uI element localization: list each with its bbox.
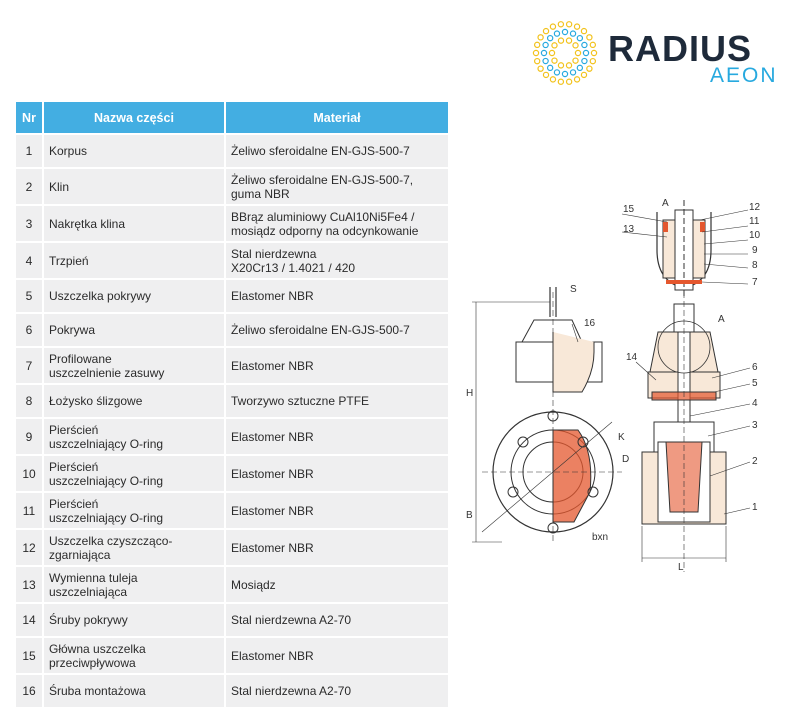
row-nr: 10 (16, 454, 44, 491)
row-material: Elastomer NBR (226, 528, 448, 565)
row-material: Żeliwo sferoidalne EN-GJS-500-7, guma NBR (226, 167, 448, 204)
callout-14: 14 (626, 352, 638, 363)
row-nr: 12 (16, 528, 44, 565)
callout-3: 3 (752, 420, 758, 431)
table-row (16, 417, 448, 454)
row-part-name: Profilowane uszczelnienie zasuwy (44, 346, 226, 383)
callout-16: 16 (584, 318, 596, 329)
callout-4: 4 (752, 398, 758, 409)
label-k: K (618, 432, 625, 443)
row-nr: 9 (16, 417, 44, 454)
table-row (16, 278, 448, 312)
parts-table (16, 102, 448, 707)
row-part-name: Główna uszczelka przeciwpływowa (44, 636, 226, 673)
table-header-row (16, 102, 448, 133)
callout-8: 8 (752, 260, 758, 271)
row-part-name: Uszczelka pokrywy (44, 278, 226, 312)
side-section-view (642, 292, 726, 572)
row-part-name: Śruby pokrywy (44, 602, 226, 636)
row-material: Elastomer NBR (226, 346, 448, 383)
row-nr: 11 (16, 491, 44, 528)
label-d: D (622, 454, 630, 465)
callout-15: 15 (623, 204, 635, 215)
row-part-name: Pierścień uszczelniający O-ring (44, 491, 226, 528)
row-material: Elastomer NBR (226, 636, 448, 673)
column-header-nr: Nr (16, 102, 44, 133)
row-material: BBrąz aluminiowy CuAl10Ni5Fe4 / mosiądz odporny na odcynkowanie (226, 204, 448, 241)
row-part-name: Śruba montażowa (44, 673, 226, 707)
label-bxn: bxn (592, 532, 609, 543)
table-row (16, 454, 448, 491)
table-row (16, 167, 448, 204)
column-header-material: Materiał (226, 102, 448, 133)
row-nr: 6 (16, 312, 44, 346)
brand-subname: AEON (710, 64, 778, 87)
table-row (16, 204, 448, 241)
row-material: Elastomer NBR (226, 454, 448, 491)
brand-name: RADIUS (608, 28, 753, 69)
callout-7: 7 (752, 277, 758, 288)
label-h: H (466, 388, 474, 399)
row-material: Stal nierdzewna A2-70 (226, 602, 448, 636)
callout-1: 1 (752, 502, 758, 513)
table-row (16, 636, 448, 673)
table-row (16, 133, 448, 167)
front-elevation-view (472, 287, 622, 542)
table-row (16, 383, 448, 417)
row-part-name: Trzpień (44, 241, 226, 278)
table-row (16, 241, 448, 278)
row-nr: 2 (16, 167, 44, 204)
row-material: Mosiądz (226, 565, 448, 602)
row-material: Żeliwo sferoidalne EN-GJS-500-7 (226, 133, 448, 167)
label-b: B (466, 510, 473, 521)
row-part-name: Wymienna tuleja uszczelniająca (44, 565, 226, 602)
row-material: Elastomer NBR (226, 491, 448, 528)
row-part-name: Pierścień uszczelniający O-ring (44, 454, 226, 491)
row-part-name: Pierścień uszczelniający O-ring (44, 417, 226, 454)
row-nr: 15 (16, 636, 44, 673)
row-nr: 7 (16, 346, 44, 383)
table-row (16, 346, 448, 383)
callout-13: 13 (623, 224, 635, 235)
callout-6: 6 (752, 362, 758, 373)
gate-valve-drawing (462, 192, 782, 592)
row-nr: 3 (16, 204, 44, 241)
row-material: Stal nierdzewna X20Cr13 / 1.4021 / 420 (226, 241, 448, 278)
callout-11: 11 (749, 216, 760, 227)
row-material: Elastomer NBR (226, 417, 448, 454)
row-nr: 4 (16, 241, 44, 278)
row-material: Stal nierdzewna A2-70 (226, 673, 448, 707)
detail-a-view (657, 200, 711, 296)
callout-9: 9 (752, 245, 758, 256)
label-l: L (678, 562, 684, 573)
row-nr: 16 (16, 673, 44, 707)
row-part-name: Uszczelka czyszcząco- zgarniająca (44, 528, 226, 565)
row-nr: 14 (16, 602, 44, 636)
table-row (16, 312, 448, 346)
row-part-name: Łożysko ślizgowe (44, 383, 226, 417)
callout-5: 5 (752, 378, 758, 389)
row-nr: 13 (16, 565, 44, 602)
row-part-name: Pokrywa (44, 312, 226, 346)
brand-logo (528, 18, 788, 88)
table-row (16, 491, 448, 528)
row-part-name: Nakrętka klina (44, 204, 226, 241)
table-row (16, 528, 448, 565)
column-header-name: Nazwa części (44, 102, 226, 133)
row-part-name: Korpus (44, 133, 226, 167)
callout-12: 12 (749, 202, 761, 213)
table-row (16, 565, 448, 602)
table-row (16, 602, 448, 636)
row-nr: 8 (16, 383, 44, 417)
row-material: Elastomer NBR (226, 278, 448, 312)
row-nr: 5 (16, 278, 44, 312)
callout-10: 10 (749, 230, 761, 241)
row-material: Żeliwo sferoidalne EN-GJS-500-7 (226, 312, 448, 346)
label-a-mid: A (718, 314, 725, 325)
row-nr: 1 (16, 133, 44, 167)
table-row (16, 673, 448, 707)
label-a-top: A (662, 198, 669, 209)
row-part-name: Klin (44, 167, 226, 204)
callout-2: 2 (752, 456, 758, 467)
row-material: Tworzywo sztuczne PTFE (226, 383, 448, 417)
label-s: S (570, 284, 577, 295)
logo-ring-icon (532, 20, 598, 86)
